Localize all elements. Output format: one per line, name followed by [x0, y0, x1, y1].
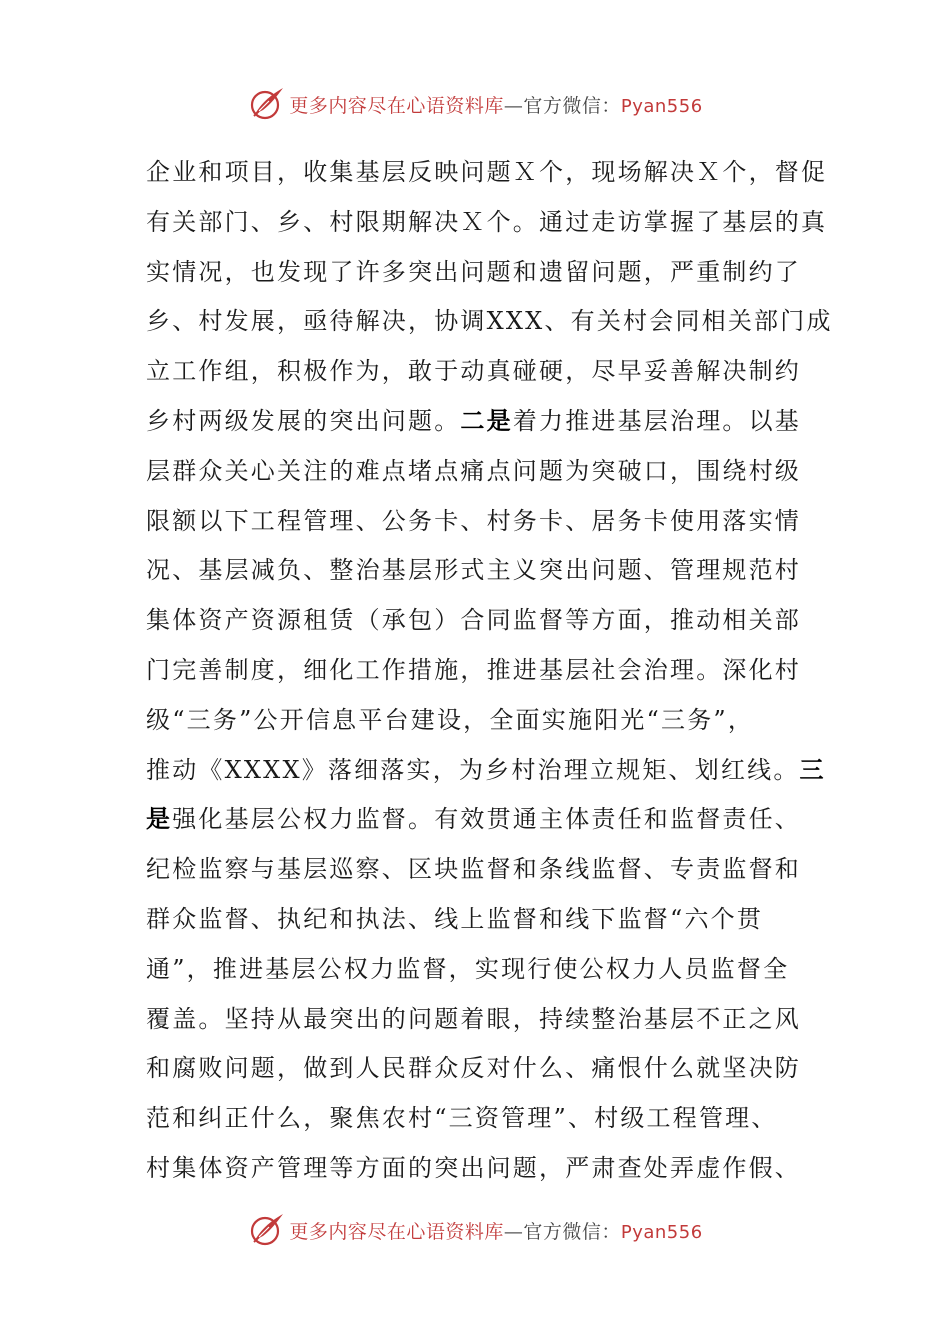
text-segment: 层群众关心关注的难点堵点痛点问题为突破口，围绕村级	[146, 456, 801, 485]
text-segment: 集体资产资源租赁（承包）合同监督等方面，推动相关部	[146, 606, 801, 635]
text-line	[146, 895, 806, 945]
text-segment: 实情况，也发现了许多突出问题和遗留问题，严重制约了	[146, 257, 801, 286]
text-line	[146, 1044, 806, 1094]
text-segment: 着力推进基层治理。以基	[512, 406, 802, 435]
text-segment: 乡、村发展，亟待解决，协调XXX、有关村会同相关部门成	[146, 307, 833, 336]
text-segment: 范和纠正什么，聚焦农村“三资管理”、村级工程管理、	[146, 1104, 778, 1133]
text-segment: 群众监督、执纪和执法、线上监督和线下监督“六个贯	[146, 904, 764, 933]
text-line	[146, 845, 806, 895]
header-watermark-banner	[0, 82, 950, 126]
text-line	[146, 746, 826, 796]
text-segment: 限额以下工程管理、公务卡、村务卡、居务卡使用落实情	[146, 506, 801, 535]
text-line	[146, 596, 806, 646]
bold-heading-segment: 三	[799, 755, 826, 784]
text-line	[146, 148, 828, 198]
text-line	[146, 497, 806, 547]
quill-logo-icon	[247, 84, 287, 124]
text-line	[146, 1144, 806, 1194]
text-segment: 况、基层减负、整治基层形式主义突出问题、管理规范村	[146, 556, 801, 585]
footer-watermark-banner	[0, 1208, 950, 1252]
text-segment: 立工作组，积极作为，敢于动真碰硬，尽早妥善解决制约	[146, 357, 801, 386]
text-line	[146, 995, 806, 1045]
text-segment: 村集体资产管理等方面的突出问题，严肃查处弄虚作假、	[146, 1153, 801, 1182]
watermark-wechat-id: Pyan556	[620, 95, 703, 117]
text-segment: 纪检监察与基层巡察、区块监督和条线监督、专责监督和	[146, 855, 801, 884]
text-line	[146, 248, 806, 298]
watermark-brand: 更多内容尽在心语资料库	[289, 1220, 504, 1243]
watermark-brand: 更多内容尽在心语资料库	[289, 94, 504, 117]
bold-heading-segment: 是	[146, 805, 173, 834]
text-line	[146, 795, 806, 845]
watermark-official-label: 官方微信：	[523, 94, 621, 117]
text-line	[146, 397, 806, 447]
text-line	[146, 447, 806, 497]
watermark-text	[289, 91, 702, 118]
text-line	[146, 297, 833, 347]
text-segment: 和腐败问题，做到人民群众反对什么、痛恨什么就坚决防	[146, 1054, 801, 1083]
text-line	[146, 198, 828, 248]
text-segment: 门完善制度，细化工作措施，推进基层社会治理。深化村	[146, 655, 801, 684]
watermark-text	[289, 1217, 702, 1244]
text-line	[146, 546, 806, 596]
watermark-official-label: 官方微信：	[523, 1220, 621, 1243]
text-line	[146, 347, 806, 397]
text-segment: 级“三务”公开信息平台建设，全面实施阳光“三务”，	[146, 705, 755, 734]
quill-logo-icon	[247, 1210, 287, 1250]
text-segment: 通”，推进基层公权力监督，实现行使公权力人员监督全	[146, 954, 790, 983]
watermark-wechat-id: Pyan556	[620, 1221, 703, 1243]
text-line	[146, 696, 806, 746]
text-segment: 乡村两级发展的突出问题。	[146, 406, 461, 435]
text-segment: 有关部门、乡、村限期解决Ｘ个。通过走访掌握了基层的真	[146, 207, 828, 236]
text-line	[146, 1094, 806, 1144]
document-body	[146, 148, 833, 1194]
text-segment: 强化基层公权力监督。有效贯通主体责任和监督责任、	[172, 805, 802, 834]
watermark-dash: —	[503, 94, 524, 117]
text-segment: 企业和项目，收集基层反映问题Ｘ个，现场解决Ｘ个，督促	[146, 158, 828, 186]
text-line	[146, 646, 806, 696]
text-segment: 覆盖。坚持从最突出的问题着眼，持续整治基层不正之风	[146, 1004, 801, 1033]
text-segment: 推动《XXXX》落细落实，为乡村治理立规矩、划红线。	[146, 755, 800, 784]
bold-heading-segment: 二是	[460, 406, 513, 435]
text-line	[146, 945, 806, 995]
watermark-dash: —	[503, 1220, 524, 1243]
